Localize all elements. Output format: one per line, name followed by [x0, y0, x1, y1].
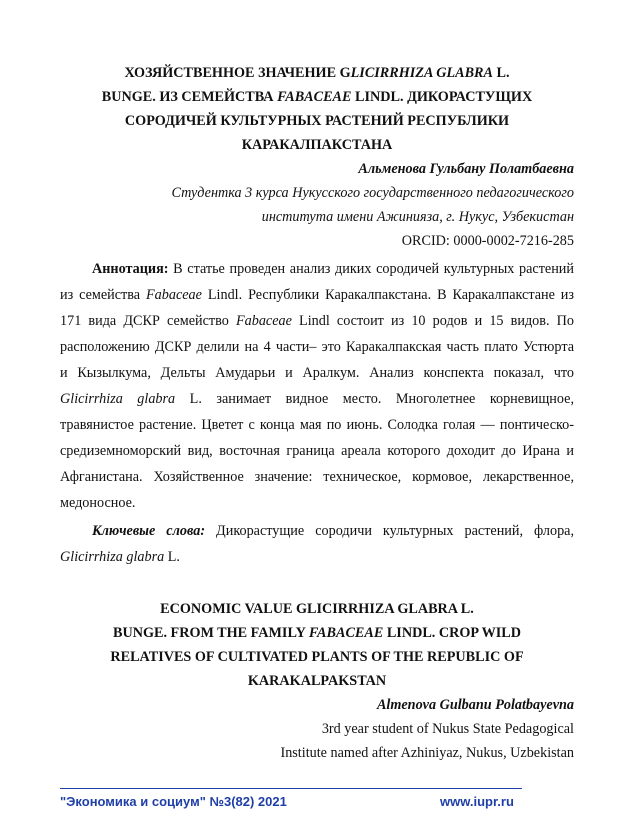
keywords-line-2: Glicirrhiza glabra L.	[60, 549, 180, 565]
ru-title-line-1: ХОЗЯЙСТВЕННОЕ ЗНАЧЕНИЕ GLICIRRHIZA GLABRA L.	[124, 65, 510, 81]
en-title-line-3: RELATIVES OF CULTIVATED PLANTS OF THE REPUBLIC OF	[110, 649, 524, 665]
ru-title-line-3: СОРОДИЧЕЙ КУЛЬТУРНЫХ РАСТЕНИЙ РЕСПУБЛИКИ	[124, 113, 510, 129]
abstract-line-5: и Кызылкума, Дельты Амударьи и Аралкум. Анализ конспекта показал, что	[60, 365, 574, 381]
en-author-affiliation-1: 3rd year student of Nukus State Pedagogical	[321, 721, 574, 737]
ru-title-line-2: BUNGE. ИЗ СЕМЕЙСТВА FABACEAE LINDL. ДИКОРАСТУЩИХ	[101, 89, 533, 105]
abstract-label: Аннотация:	[92, 261, 169, 277]
abstract-line-7: травянистое растение. Цветет с конца мая по июнь. Солодка голая — понтическо-	[60, 417, 574, 433]
ru-author-affiliation-1: Студентка 3 курса Нукусского государственного педагогического	[171, 185, 574, 201]
footer-divider	[60, 788, 522, 789]
en-author-name: Almenova Gulbanu Polatbayevna	[376, 697, 574, 713]
en-title-line-2: BUNGE. FROM THE FAMILY FABACEAE LINDL. CROP WILD	[113, 625, 521, 641]
abstract-line-8: средиземноморский вид, восточная граница ареала которого доходит до Ирана и	[60, 443, 574, 459]
abstract-line-1: Аннотация: В статье проведен анализ диких сородичей культурных растений	[92, 261, 574, 277]
en-title-line-1: ECONOMIC VALUE GLICIRRHIZA GLABRA L.	[160, 601, 474, 617]
ru-author-name: Альменова Гульбану Полатбаевна	[358, 161, 574, 177]
abstract-line-3: 171 вида ДСКР семейство Fabaceae Lindl состоит из 10 родов и 15 видов. По	[60, 313, 574, 329]
abstract-line-4: расположению ДСКР делили на 4 части– это Каракалпакская часть плато Устюрта	[60, 339, 574, 355]
keywords-line-1: Ключевые слова: Дикорастущие сородичи культурных растений, флора,	[92, 523, 575, 539]
footer-journal: "Экономика и социум" №3(82) 2021	[60, 794, 287, 809]
keywords-label: Ключевые слова:	[92, 523, 206, 539]
ru-author-affiliation-2: института имени Ажинияза, г. Нукус, Узбекистан	[261, 209, 574, 225]
en-author-affiliation-2: Institute named after Azhiniyaz, Nukus, Uzbekistan	[280, 745, 574, 761]
abstract-line-9: Афганистана. Хозяйственное значение: техническое, кормовое, лекарственное,	[60, 469, 574, 485]
en-title-line-4: KARAKALPAKSTAN	[247, 673, 387, 689]
abstract-line-6: Glicirrhiza glabra L. занимает видное место. Многолетнее корневищное,	[60, 391, 574, 407]
ru-title-line-4: КАРАКАЛПАКСТАНА	[241, 137, 393, 153]
ru-author-orcid: ORCID: 0000-0002-7216-285	[401, 233, 574, 249]
abstract-line-2: из семейства Fabaceae Lindl. Республики Каракалпакстана. В Каракалпакстане из	[60, 287, 575, 303]
abstract-line-10: медоносное.	[60, 495, 136, 511]
footer-site-link[interactable]: www.iupr.ru	[440, 794, 514, 809]
